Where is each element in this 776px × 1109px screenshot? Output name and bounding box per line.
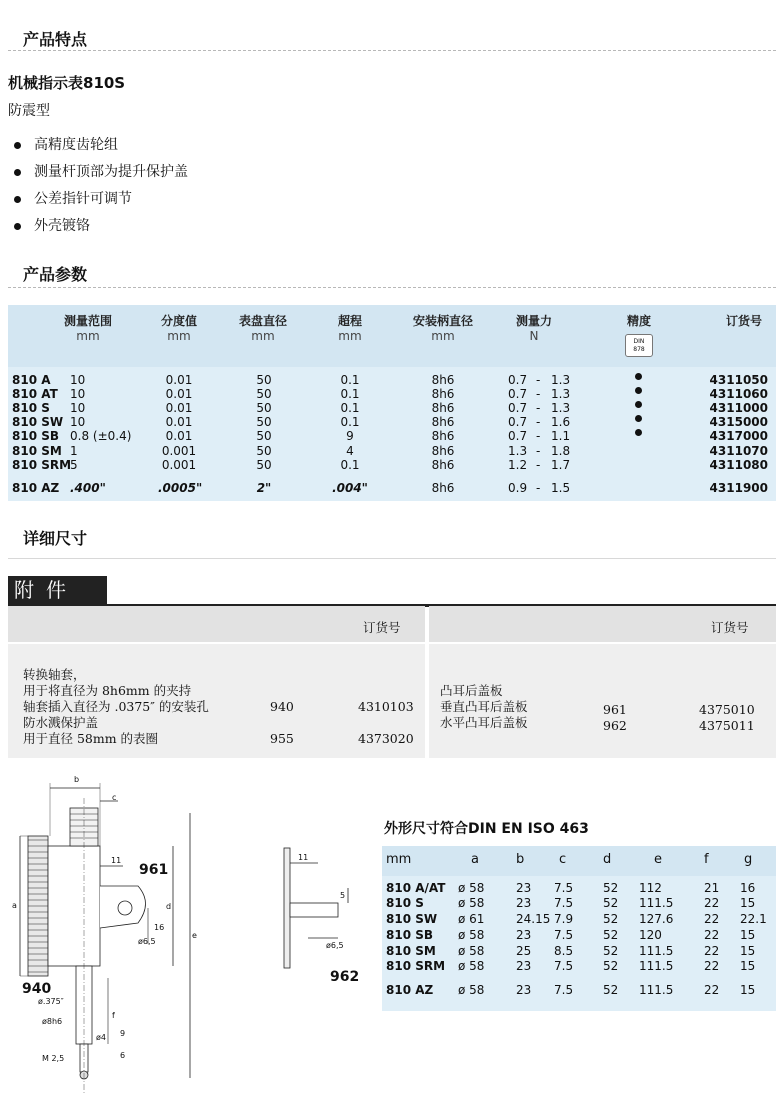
svg-text:e: e [192, 931, 197, 940]
details-section-title: 详细尺寸 [23, 529, 88, 548]
precision-dot-icon [635, 387, 642, 394]
order-header: 订货号 [363, 620, 401, 635]
col-order: 订货号 [725, 314, 762, 328]
svg-text:M 2,5: M 2,5 [42, 1054, 65, 1063]
params-row: 810 AT 10 0.01 50 0.1 8h6 0.7 - 1.3 4311060 [12, 387, 768, 401]
params-row: 810 S 10 0.01 50 0.1 8h6 0.7 - 1.3 4311000 [12, 401, 768, 415]
accessory-code: 955 [270, 731, 294, 746]
precision-dot-icon [635, 415, 642, 422]
accessories-left-header [8, 606, 425, 642]
dims-title: 外形尺寸符合DIN EN ISO 463 [384, 821, 589, 837]
accessory-code: 940 [270, 699, 294, 714]
params-row: 810 SB 0.8 (±0.4) 0.01 50 9 8h6 0.7 - 1.1 4317000 [12, 429, 768, 443]
dims-row: 810 SB ø 58 23 7.5 52 120 22 15 [386, 928, 756, 942]
accessory-code: 962 [603, 718, 627, 733]
accessories-bar [8, 576, 776, 607]
dims-row: 810 A/AT ø 58 23 7.5 52 112 21 16 [386, 881, 756, 895]
svg-text:ø.375″: ø.375″ [38, 997, 64, 1006]
order-header: 订货号 [711, 620, 749, 635]
params-row: 810 AZ .400" .0005" 2" .004" 8h6 0.9 - 1.5 4311900 [12, 481, 768, 495]
feature-item: 高精度齿轮组 [14, 136, 188, 163]
bullet-icon [14, 169, 21, 176]
features-section-title: 产品特点 [23, 30, 88, 49]
dims-row: 810 S ø 58 23 7.5 52 111.5 22 15 [386, 896, 756, 910]
col-precision: 精度 [626, 314, 651, 328]
col-overtravel: 超程 mm [337, 314, 362, 343]
dims-table [382, 846, 776, 1011]
feature-item: 测量杆顶部为提升保护盖 [14, 163, 188, 190]
precision-dot-icon [635, 429, 642, 436]
feature-item: 外壳镀铬 [14, 217, 188, 244]
feature-item: 公差指针可调节 [14, 190, 188, 217]
accessories-right-body [429, 644, 776, 758]
gauge-body [48, 846, 100, 966]
accessories-label: 附件 [8, 576, 107, 604]
col-range: 测量范围 mm [63, 314, 112, 343]
dims-row: 810 SW ø 61 24.15 7.9 52 127.6 22 22.1 [386, 912, 767, 926]
svg-text:a: a [12, 901, 17, 910]
svg-text:d: d [166, 902, 172, 911]
col-force: 测量力 N [515, 314, 552, 343]
accessory-order: 4375011 [699, 718, 755, 733]
accessories-right-header [429, 606, 776, 642]
params-table [8, 305, 776, 501]
dims-row: 810 SM ø 58 25 8.5 52 111.5 22 15 [386, 944, 756, 958]
section-divider [8, 50, 776, 51]
svg-text:940: 940 [22, 981, 52, 997]
params-row: 810 SM 1 0.001 50 4 8h6 1.3 - 1.8 4311070 [12, 444, 768, 458]
params-table-header [8, 305, 776, 367]
params-row: 810 A 10 0.01 50 0.1 8h6 0.7 - 1.3 4311050 [12, 373, 768, 387]
svg-text:b: b [74, 775, 80, 784]
svg-text:ø8h6: ø8h6 [42, 1017, 63, 1026]
dims-row: 810 SRM ø 58 23 7.5 52 111.5 22 15 [386, 959, 756, 973]
svg-text:ø6,5: ø6,5 [138, 937, 156, 946]
feature-list [14, 136, 188, 244]
col-division: 分度值 mm [160, 314, 197, 343]
svg-text:962: 962 [330, 969, 360, 985]
bullet-icon [14, 223, 21, 230]
accessory-order: 4310103 [358, 699, 414, 714]
svg-text:11: 11 [298, 853, 309, 862]
accessory-order: 4373020 [358, 731, 414, 746]
dimension-drawing [8, 768, 378, 1103]
accessory-description: 转换轴套， 用于将直径为 8h6mm 的夹持 轴套插入直径为 .0375″ 的安装孔 防水溅保护盖 用于直径 58mm 的表圈 [23, 667, 209, 746]
params-row: 810 SW 10 0.01 50 0.1 8h6 0.7 - 1.6 4315000 [12, 415, 768, 429]
accessory-order: 4375010 [699, 702, 755, 717]
svg-text:9: 9 [120, 1029, 126, 1038]
svg-text:ø6,5: ø6,5 [326, 941, 344, 950]
section-divider [8, 558, 776, 559]
params-section-title: 产品参数 [23, 265, 88, 284]
din-878-badge: DIN 878 [625, 334, 653, 357]
accessory-code: 961 [603, 702, 627, 717]
product-subtitle: 防震型 [8, 103, 50, 119]
svg-text:6: 6 [120, 1051, 126, 1060]
accessories-left-body [8, 644, 425, 758]
col-dial: 表盘直径 mm [238, 314, 287, 343]
col-stem: 安装柄直径 mm [412, 314, 473, 343]
svg-text:11: 11 [111, 856, 122, 865]
product-name: 机械指示表810S [8, 74, 126, 92]
svg-text:ø4: ø4 [96, 1033, 106, 1042]
accessory-description: 凸耳后盖板 垂直凸耳后盖板 水平凸耳后盖板 [440, 683, 528, 730]
precision-dot-icon [635, 373, 642, 380]
section-divider [8, 287, 776, 288]
svg-text:16: 16 [154, 923, 165, 932]
bullet-icon [14, 196, 21, 203]
svg-text:c: c [112, 793, 117, 802]
lug-hole [118, 901, 132, 915]
bullet-icon [14, 142, 21, 149]
params-row: 810 SRM 5 0.001 50 0.1 8h6 1.2 - 1.7 4311080 [12, 458, 768, 472]
svg-text:f: f [112, 1011, 115, 1020]
svg-text:961: 961 [139, 862, 169, 878]
dims-table-header: mm a b c d e f g [382, 846, 776, 876]
cover-plate-962 [284, 848, 290, 968]
svg-text:5: 5 [340, 891, 346, 900]
dims-row: 810 AZ ø 58 23 7.5 52 111.5 22 15 [386, 983, 756, 997]
precision-dot-icon [635, 401, 642, 408]
